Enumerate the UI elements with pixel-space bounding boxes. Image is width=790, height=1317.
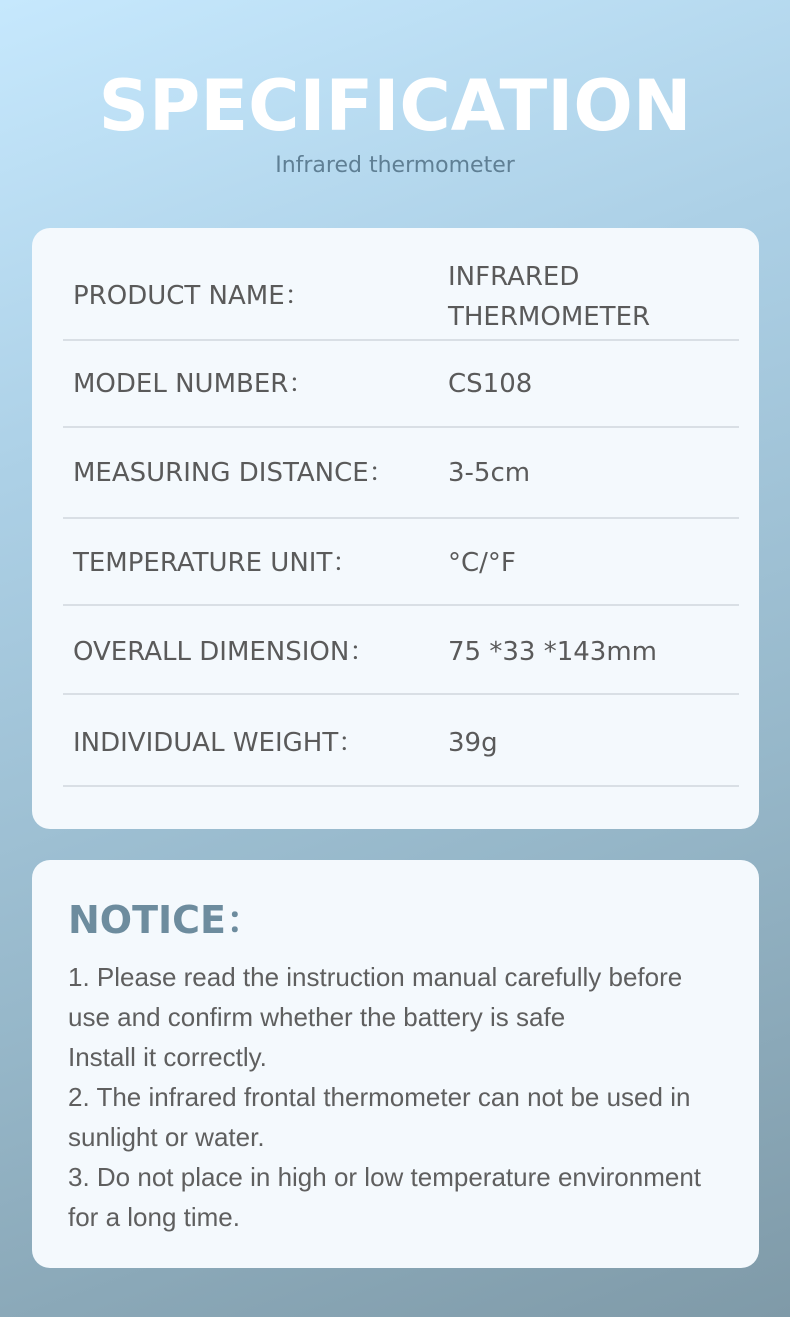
spec-value xyxy=(448,257,650,337)
spec-value: CS108 xyxy=(448,369,533,399)
notice-line: 1. Please read the instruction manual carefully before xyxy=(68,962,683,992)
notice-title: NOTICE： xyxy=(68,898,265,942)
notice-card xyxy=(32,860,759,1268)
spec-label: PRODUCT NAME： xyxy=(73,281,311,311)
page-title: SPECIFICATION xyxy=(98,65,692,147)
spec-label: TEMPERATURE UNIT： xyxy=(73,548,359,578)
spec-value-line: INFRARED xyxy=(448,262,580,292)
notice-line: Install it correctly. xyxy=(68,1042,267,1072)
spec-value: 75 *33 *143mm xyxy=(448,637,657,667)
spec-row-model-number xyxy=(63,341,739,428)
spec-label: OVERALL DIMENSION： xyxy=(73,637,376,667)
notice-line: 3. Do not place in high or low temperature environment xyxy=(68,1162,702,1192)
page-header xyxy=(0,64,790,180)
spec-row-measuring-distance xyxy=(63,428,739,519)
spec-value: °C/°F xyxy=(448,548,516,578)
spec-value-line: THERMOMETER xyxy=(448,302,651,332)
spec-row-overall-dimension xyxy=(63,606,739,695)
notice-line: use and confirm whether the battery is safe xyxy=(68,1002,566,1032)
spec-row-product-name xyxy=(63,228,739,341)
spec-label: MODEL NUMBER： xyxy=(73,369,315,399)
spec-label: INDIVIDUAL WEIGHT： xyxy=(73,728,365,758)
spec-row-temperature-unit xyxy=(63,519,739,606)
spec-row-individual-weight xyxy=(63,695,739,787)
notice-line: sunlight or water. xyxy=(68,1122,265,1152)
page-subtitle: Infrared thermometer xyxy=(275,153,515,178)
spec-value: 3-5cm xyxy=(448,458,531,488)
specification-card xyxy=(32,228,759,829)
notice-body xyxy=(68,957,738,1237)
notice-line: 2. The infrared frontal thermometer can not be used in xyxy=(68,1082,691,1112)
spec-value: 39g xyxy=(448,728,498,758)
notice-line: for a long time. xyxy=(68,1202,240,1232)
spec-label: MEASURING DISTANCE： xyxy=(73,458,395,488)
